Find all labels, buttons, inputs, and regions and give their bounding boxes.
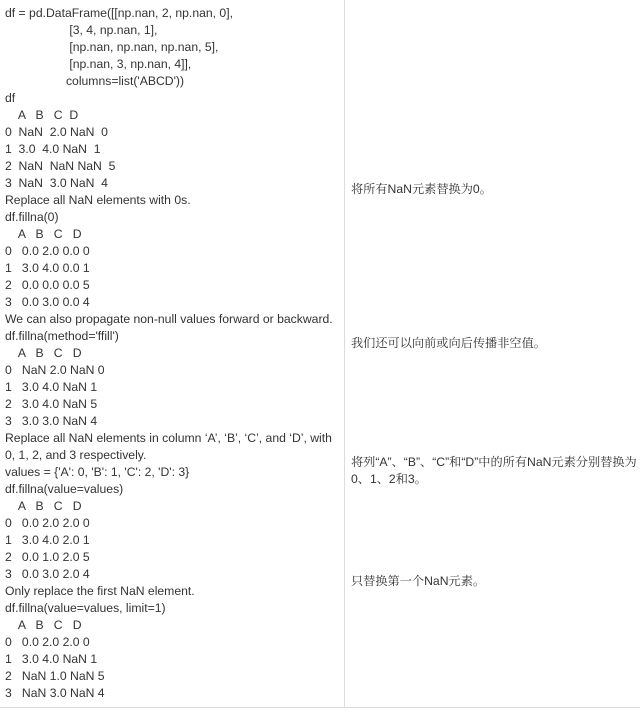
code-line: 2 3.0 4.0 NaN 5: [5, 397, 98, 411]
code-lines: [5, 5, 333, 702]
code-line: A B C D: [5, 346, 82, 360]
code-line: 2 NaN 1.0 NaN 5: [5, 669, 105, 683]
code-line: 1 3.0 4.0 NaN 1: [5, 142, 101, 156]
code-line: 3 0.0 3.0 2.0 4: [5, 567, 90, 581]
translation-column: [346, 0, 640, 708]
note-replace-all-zero: 将所有NaN元素替换为0。: [351, 182, 492, 196]
code-line: 3 NaN 3.0 NaN 4: [5, 176, 108, 190]
code-line: A B C D: [5, 227, 82, 241]
code-line: [np.nan, 3, np.nan, 4]],: [5, 57, 192, 71]
code-line: 0 0.0 2.0 2.0 0: [5, 516, 90, 530]
code-line: 3 3.0 3.0 NaN 4: [5, 414, 98, 428]
code-line: Replace all NaN elements with 0s.: [5, 193, 191, 207]
code-line: df.fillna(0): [5, 210, 59, 224]
code-line: 0, 1, 2, and 3 respectively.: [5, 448, 147, 462]
code-line: Only replace the first NaN element.: [5, 584, 195, 598]
code-line: 1 3.0 4.0 0.0 1: [5, 261, 90, 275]
code-line: 2 0.0 0.0 0.0 5: [5, 278, 90, 292]
code-line: 0 NaN 2.0 NaN 0: [5, 363, 105, 377]
code-line: df: [5, 91, 16, 105]
code-line: 0 0.0 2.0 2.0 0: [5, 635, 90, 649]
code-line: df.fillna(value=values, limit=1): [5, 601, 166, 615]
code-line: 0 0.0 2.0 0.0 0: [5, 244, 90, 258]
code-line: values = {'A': 0, 'B': 1, 'C': 2, 'D': 3}: [5, 465, 190, 479]
code-line: columns=list('ABCD')): [5, 74, 185, 88]
code-line: 2 NaN NaN NaN 5: [5, 159, 116, 173]
code-line: 1 3.0 4.0 NaN 1: [5, 380, 98, 394]
code-line: 1 3.0 4.0 NaN 1: [5, 652, 98, 666]
code-line: 3 NaN 3.0 NaN 4: [5, 686, 105, 700]
code-line: [np.nan, np.nan, np.nan, 5],: [5, 40, 219, 54]
code-line: df = pd.DataFrame([[np.nan, 2, np.nan, 0],: [5, 6, 233, 20]
note-first-only: 只替换第一个NaN元素。: [351, 574, 486, 588]
code-line: A B C D: [5, 618, 82, 632]
code-line: A B C D: [5, 108, 79, 122]
code-line: A B C D: [5, 499, 82, 513]
code-line: 0 NaN 2.0 NaN 0: [5, 125, 108, 139]
note-propagate: 我们还可以向前或向后传播非空值。: [351, 336, 546, 350]
code-line: 3 0.0 3.0 0.0 4: [5, 295, 90, 309]
code-line: 2 0.0 1.0 2.0 5: [5, 550, 90, 564]
code-line: [3, 4, np.nan, 1],: [5, 23, 158, 37]
code-line: Replace all NaN elements in column ‘A’, ‘B’, ‘C’, and ‘D’, with: [5, 431, 332, 445]
code-line: df.fillna(value=values): [5, 482, 124, 496]
code-line: 1 3.0 4.0 2.0 1: [5, 533, 90, 547]
code-line: We can also propagate non-null values forward or backward.: [5, 312, 333, 326]
note-replace-columns: 将列“A”、“B”、“C”和“D”中的所有NaN元素分别替换为0、1、2和3。: [351, 455, 637, 486]
code-line: df.fillna(method='ffill'): [5, 329, 119, 343]
